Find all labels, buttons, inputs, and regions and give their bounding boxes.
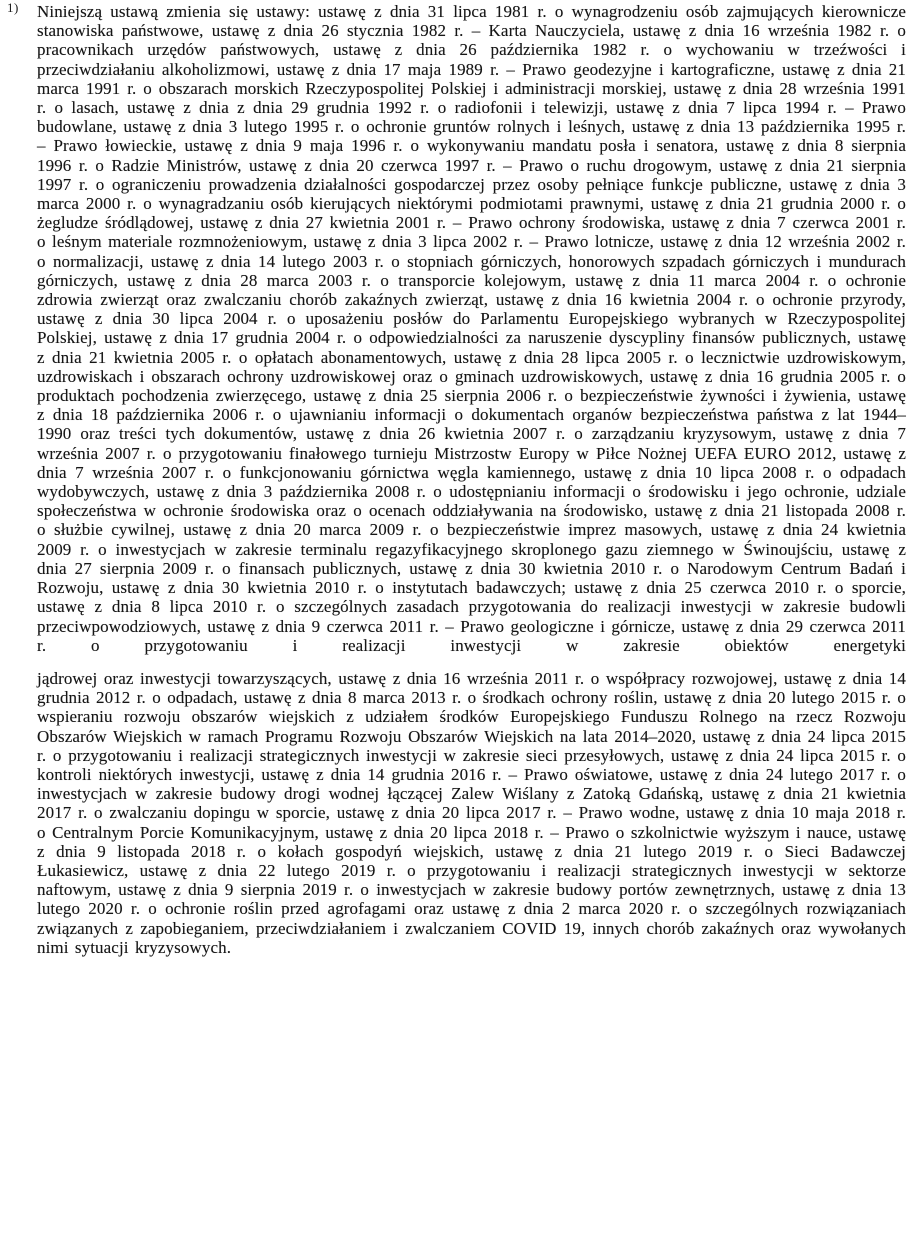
page-break-gap: [37, 655, 906, 669]
footnote-body: [37, 2, 906, 957]
footnote-paragraph-1: Niniejszą ustawą zmienia się ustawy: ustawę z dnia 31 lipca 1981 r. o wynagrodzeniu osób zajmujących kierownicze stanowiska państwowe, ustawę z dnia 26 stycznia 1982 r. – Karta Nauczyciela, ustawę z dnia 16 września 1982 r. o pracownikach urzędów państwowych, ustawę z dnia 26 października 1982 r. o wychowaniu w trzeźwości i przeciwdziałaniu alkoholizmowi, ustawę z dnia 17 maja 1989 r. – Prawo geodezyjne i kartograficzne, ustawę z dnia 21 marca 1991 r. o obszarach morskich Rzeczypospolitej Polskiej i administracji morskiej, ustawę z dnia 28 września 1991 r. o lasach, ustawę z dnia z dnia 29 grudnia 1992 r. o radiofonii i telewizji, ustawę z dnia 7 lipca 1994 r. – Prawo budowlane, ustawę z dnia 3 lutego 1995 r. o ochronie gruntów rolnych i leśnych, ustawę z dnia 13 października 1995 r. – Prawo łowieckie, ustawę z dnia 9 maja 1996 r. o wykonywaniu mandatu posła i senatora, ustawę z dnia 8 sierpnia 1996 r. o Radzie Ministrów, ustawę z dnia 20 czerwca 1997 r. – Prawo o ruchu drogowym, ustawę z dnia 21 sierpnia 1997 r. o ograniczeniu prowadzenia działalności gospodarczej przez osoby pełniące funkcje publiczne, ustawę z dnia 3 marca 2000 r. o wynagradzaniu osób kierujących niektórymi podmiotami prawnymi, ustawę z dnia 21 grudnia 2000 r. o żegludze śródlądowej, ustawę z dnia 27 kwietnia 2001 r. – Prawo ochrony środowiska, ustawę z dnia 7 czerwca 2001 r. o leśnym materiale rozmnożeniowym, ustawę z dnia 3 lipca 2002 r. – Prawo lotnicze, ustawę z dnia 12 września 2002 r. o normalizacji, ustawę z dnia 14 lutego 2003 r. o stopniach górniczych, honorowych szpadach górniczych i mundurach górniczych, ustawę z dnia 28 marca 2003 r. o transporcie kolejowym, ustawę z dnia 11 marca 2004 r. o ochronie zdrowia zwierząt oraz zwalczaniu chorób zakaźnych zwierząt, ustawę z dnia 16 kwietnia 2004 r. o ochronie przyrody, ustawę z dnia 30 lipca 2004 r. o uposażeniu posłów do Parlamentu Europejskiego wybranych w Rzeczypospolitej Polskiej, ustawę z dnia 17 grudnia 2004 r. o odpowiedzialności za naruszenie dyscypliny finansów publicznych, ustawę z dnia 21 kwietnia 2005 r. o opłatach abonamentowych, ustawę z dnia 28 lipca 2005 r. o lecznictwie uzdrowiskowym, uzdrowiskach i obszarach ochrony uzdrowiskowej oraz o gminach uzdrowiskowych, ustawę z dnia 16 grudnia 2005 r. o produktach pochodzenia zwierzęcego, ustawę z dnia 25 sierpnia 2006 r. o bezpieczeństwie żywności i żywienia, ustawę z dnia 18 października 2006 r. o ujawnianiu informacji o dokumentach organów bezpieczeństwa państwa z lat 1944–1990 oraz treści tych dokumentów, ustawę z dnia 26 kwietnia 2007 r. o zarządzaniu kryzysowym, ustawę z dnia 7 września 2007 r. o przygotowaniu finałowego turnieju Mistrzostw Europy w Piłce Nożnej UEFA EURO 2012, ustawę z dnia 7 września 2007 r. o funkcjonowaniu górnictwa węgla kamiennego, ustawę z dnia 10 lipca 2008 r. o odpadach wydobywczych, ustawę z dnia 3 października 2008 r. o udostępnianiu informacji o środowisku i jego ochronie, udziale społeczeństwa w ochronie środowiska oraz o ocenach oddziaływania na środowisko, ustawę z dnia 21 listopada 2008 r. o służbie cywilnej, ustawę z dnia 20 marca 2009 r. o bezpieczeństwie imprez masowych, ustawę z dnia 24 kwietnia 2009 r. o inwestycjach w zakresie terminalu regazyfikacyjnego skroplonego gazu ziemnego w Świnoujściu, ustawę z dnia 27 sierpnia 2009 r. o finansach publicznych, ustawę z dnia 30 kwietnia 2010 r. o Narodowym Centrum Badań i Rozwoju, ustawę z dnia 30 kwietnia 2010 r. o instytutach badawczych; ustawę z dnia 25 czerwca 2010 r. o sporcie, ustawę z dnia 8 lipca 2010 r. o szczególnych zasadach przygotowania do realizacji inwestycji w zakresie budowli przeciwpowodziowych, ustawę z dnia 9 czerwca 2011 r. – Prawo geologiczne i górnicze, ustawę z dnia 29 czerwca 2011 r. o przygotowaniu i realizacji inwestycji w zakresie obiektów energetyki: [37, 2, 906, 655]
footnote-paragraph-2: jądrowej oraz inwestycji towarzyszących, ustawę z dnia 16 września 2011 r. o współpracy rozwojowej, ustawę z dnia 14 grudnia 2012 r. o odpadach, ustawę z dnia 8 marca 2013 r. o środkach ochrony roślin, ustawę z dnia 20 lutego 2015 r. o wspieraniu rozwoju obszarów wiejskich z udziałem środków Europejskiego Funduszu Rolnego na rzecz Rozwoju Obszarów Wiejskich w ramach Programu Rozwoju Obszarów Wiejskich na lata 2014–2020, ustawę z dnia 24 lipca 2015 r. o przygotowaniu i realizacji strategicznych inwestycji w zakresie sieci przesyłowych, ustawę z dnia 24 lipca 2015 r. o kontroli niektórych inwestycji, ustawę z dnia 14 grudnia 2016 r. – Prawo oświatowe, ustawę z dnia 24 lutego 2017 r. o inwestycjach w zakresie budowy drogi wodnej łączącej Zalew Wiślany z Zatoką Gdańską, ustawę z dnia 21 kwietnia 2017 r. o zwalczaniu dopingu w sporcie, ustawę z dnia 20 lipca 2017 r. – Prawo wodne, ustawę z dnia 10 maja 2018 r. o Centralnym Porcie Komunikacyjnym, ustawę z dnia 20 lipca 2018 r. – Prawo o szkolnictwie wyższym i nauce, ustawę z dnia 9 listopada 2018 r. o kołach gospodyń wiejskich, ustawę z dnia 21 lutego 2019 r. o Sieci Badawczej Łukasiewicz, ustawę z dnia 22 lutego 2019 r. o przygotowaniu i realizacji strategicznych inwestycji w sektorze naftowym, ustawę z dnia 9 sierpnia 2019 r. o inwestycjach w zakresie budowy portów zewnętrznych, ustawę z dnia 13 lutego 2020 r. o ochronie roślin przed agrofagami oraz ustawę z dnia 2 marca 2020 r. o szczególnych rozwiązaniach związanych z zapobieganiem, przeciwdziałaniem i zwalczaniem COVID 19, innych chorób zakaźnych oraz wywołanych nimi sytuacji kryzysowych.: [37, 668, 906, 957]
footnote-marker: 1): [7, 0, 19, 15]
